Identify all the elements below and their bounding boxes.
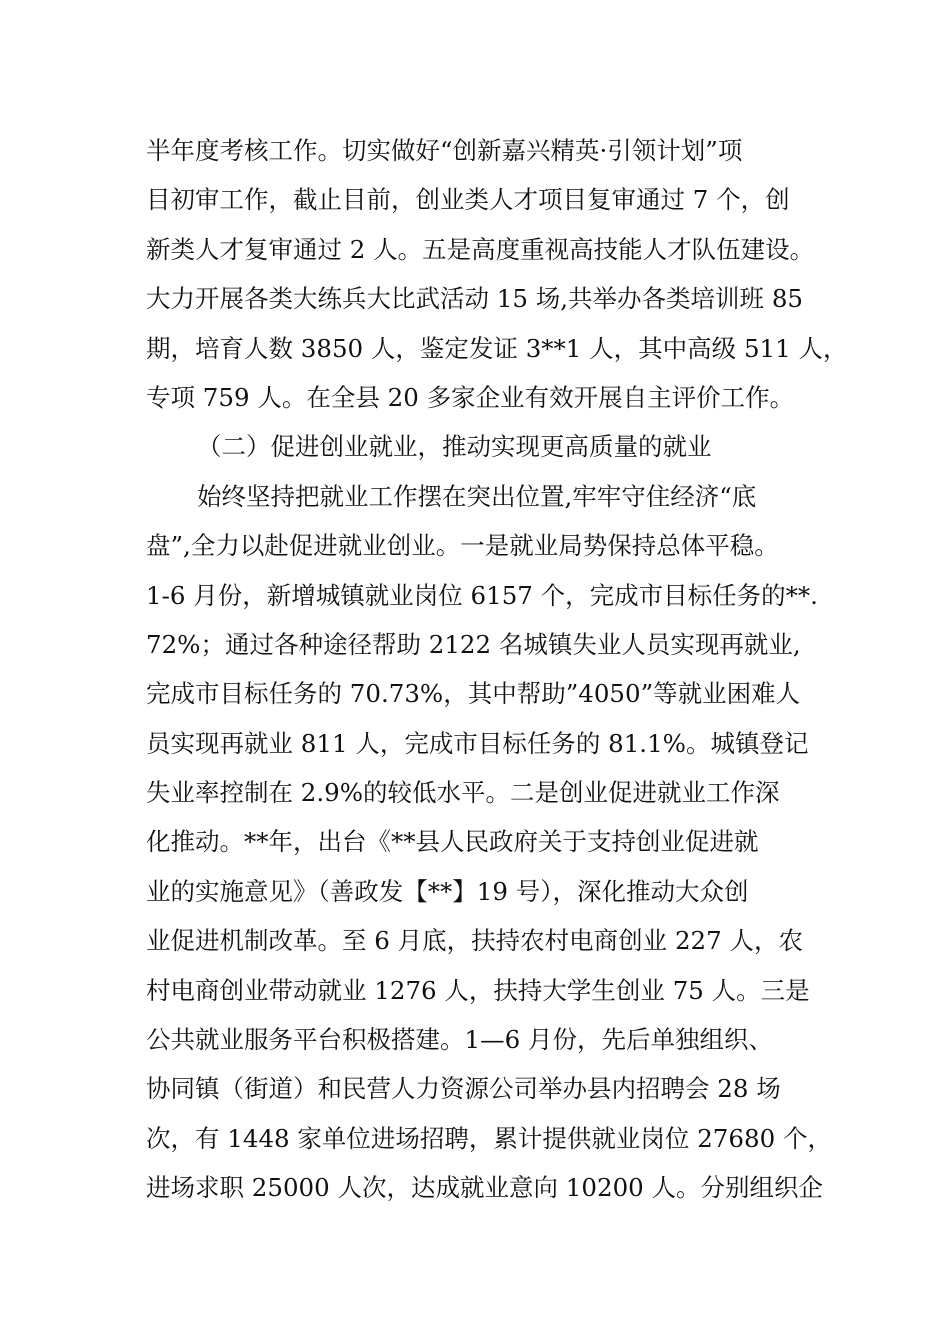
text-line: 72%；通过各种途径帮助 2122 名城镇失业人员实现再就业, [146, 629, 801, 659]
text-line: 新类人才复审通过 2 人。五是高度重视高技能人才队伍建设。 [146, 234, 815, 264]
text-line: 公共就业服务平台积极搭建。1—6 月份，先后单独组织、 [146, 1025, 773, 1055]
text-line: 业的实施意见》（善政发【**】19 号），深化推动大众创 [146, 876, 749, 906]
text-line: 协同镇（街道）和民营人力资源公司举办县内招聘会 28 场 [146, 1074, 781, 1104]
text-line: 半年度考核工作。切实做好“创新嘉兴精英·引领计划”项 [146, 136, 743, 165]
text-line: 员实现再就业 811 人，完成市目标任务的 81.1%。城镇登记 [146, 728, 809, 758]
text-line: 目初审工作，截止目前，创业类人才项目复审通过 7 个，创 [146, 185, 790, 215]
text-line: 专项 759 人。在全县 20 多家企业有效开展自主评价工作。 [146, 382, 795, 412]
text-line: 进场求职 25000 人次，达成就业意向 10200 人。分别组织企 [146, 1173, 824, 1203]
text-line: 1-6 月份，新增城镇就业岗位 6157 个，完成市目标任务的**. [146, 580, 818, 610]
section-heading: （二）促进创业就业，推动实现更高质量的就业 [197, 432, 712, 462]
text-line: 失业率控制在 2.9%的较低水平。二是创业促进就业工作深 [146, 778, 780, 808]
text-line: 始终坚持把就业工作摆在突出位置,牢牢守住经济“底 [197, 481, 757, 511]
text-line: 完成市目标任务的 70.73%，其中帮助”4050”等就业困难人 [146, 679, 801, 709]
text-line: 大力开展各类大练兵大比武活动 15 场,共举办各类培训班 85 [146, 284, 803, 314]
body-text [146, 126, 848, 1213]
text-line: 期，培育人数 3850 人，鉴定发证 3**1 人，其中高级 511 人， [146, 333, 848, 363]
text-line: 村电商创业带动就业 1276 人，扶持大学生创业 75 人。三是 [146, 975, 810, 1005]
text-line: 次，有 1448 家单位进场招聘，累计提供就业岗位 27680 个， [146, 1123, 832, 1153]
text-line: 盘”,全力以赴促进就业创业。一是就业局势保持总体平稳。 [146, 531, 779, 561]
text-line: 化推动。**年，出台《**县人民政府关于支持创业促进就 [146, 827, 759, 857]
text-line: 业促进机制改革。至 6 月底，扶持农村电商创业 227 人，农 [146, 926, 803, 956]
